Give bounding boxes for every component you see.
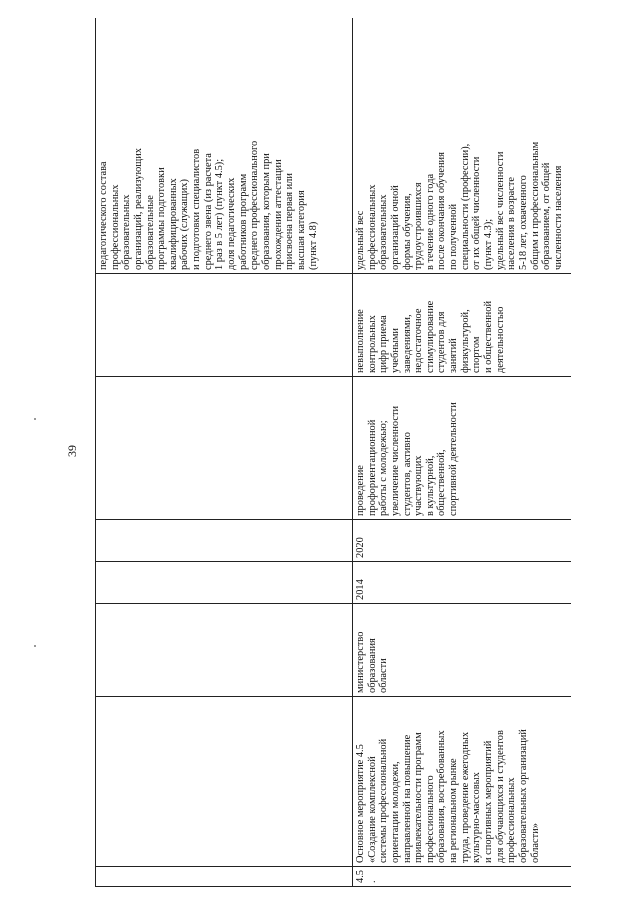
- program-measures-table: [95, 18, 571, 887]
- cell-indicators: [353, 18, 572, 274]
- cell-end-empty: [96, 520, 353, 562]
- margin-mark: [34, 645, 36, 647]
- measure-name-text: Основное мероприятие 4.5 «Создание комплексной системы профессиональной ориентации молодежи, направленной на повышение привлекательности программ профессионального образования, востребованных на региональном рынке труда, проведение ежегодных культурно-массовых и спортивных мероприятий для обучающихся и студентов профессиональных образовательных организаций области»: [355, 729, 541, 863]
- end-year-text: 2020: [355, 537, 366, 558]
- executor-text: министерство образования области: [355, 631, 390, 693]
- cell-number-empty: [96, 867, 353, 887]
- cell-expected-result: [353, 377, 572, 520]
- cell-number: [353, 867, 572, 887]
- cell-consequences-empty: [96, 274, 353, 377]
- expected-result-text: проведение профориентационной работы с молодежью; увеличение численности студентов, активно участвующих в культурной, общественной, спортивной деятельности: [355, 402, 460, 516]
- table-container: [95, 18, 571, 887]
- consequences-text: невыполнение контрольных цифр приема учебными заведениями, недостаточное стимулирование студентов для занятий физкультурой, спортом и общественной деятельностью: [355, 300, 506, 373]
- table-row-continuation: [96, 18, 353, 887]
- indicators-continued-text: педагогического состава профессиональных образовательных организаций, реализующих образовательные программы подготовки квалифицированных рабочих (служащих) и подготовки специалистов среднего звена (из расчета 1 раз в 5 лет) (пункт 4.5); доля педагогических работников программ среднего профессионального образования, которым при прохождении аттестации присвоена первая или высшая категория (пункт 4.8): [98, 140, 319, 270]
- cell-executor: [353, 604, 572, 697]
- start-year-text: 2014: [355, 579, 366, 600]
- indicators-text: удельный вес профессиональных образовательных организаций очной формы обучения, трудоустроившихся в течение одного года после окончания обучения по полученной специальности (профессии), от их общей численности (пункт 4.3); удельный вес численности населения в возрасте 5-18 лет, охваченного общим и профессиональным образованием, от общей численности населения: [355, 141, 564, 270]
- cell-start-empty: [96, 562, 353, 604]
- cell-executor-empty: [96, 604, 353, 697]
- page-number: 39: [65, 445, 79, 457]
- cell-result-empty: [96, 377, 353, 520]
- cell-consequences: [353, 274, 572, 377]
- cell-start-year: [353, 562, 572, 604]
- table-row-4-5: [353, 18, 572, 887]
- margin-mark: [34, 418, 36, 420]
- row-number-text: 4.5.: [355, 870, 378, 883]
- cell-measure-name: [353, 697, 572, 867]
- rotated-table-frame: [95, 18, 571, 887]
- cell-end-year: [353, 520, 572, 562]
- cell-name-empty: [96, 697, 353, 867]
- cell-indicators-continued: [96, 18, 353, 274]
